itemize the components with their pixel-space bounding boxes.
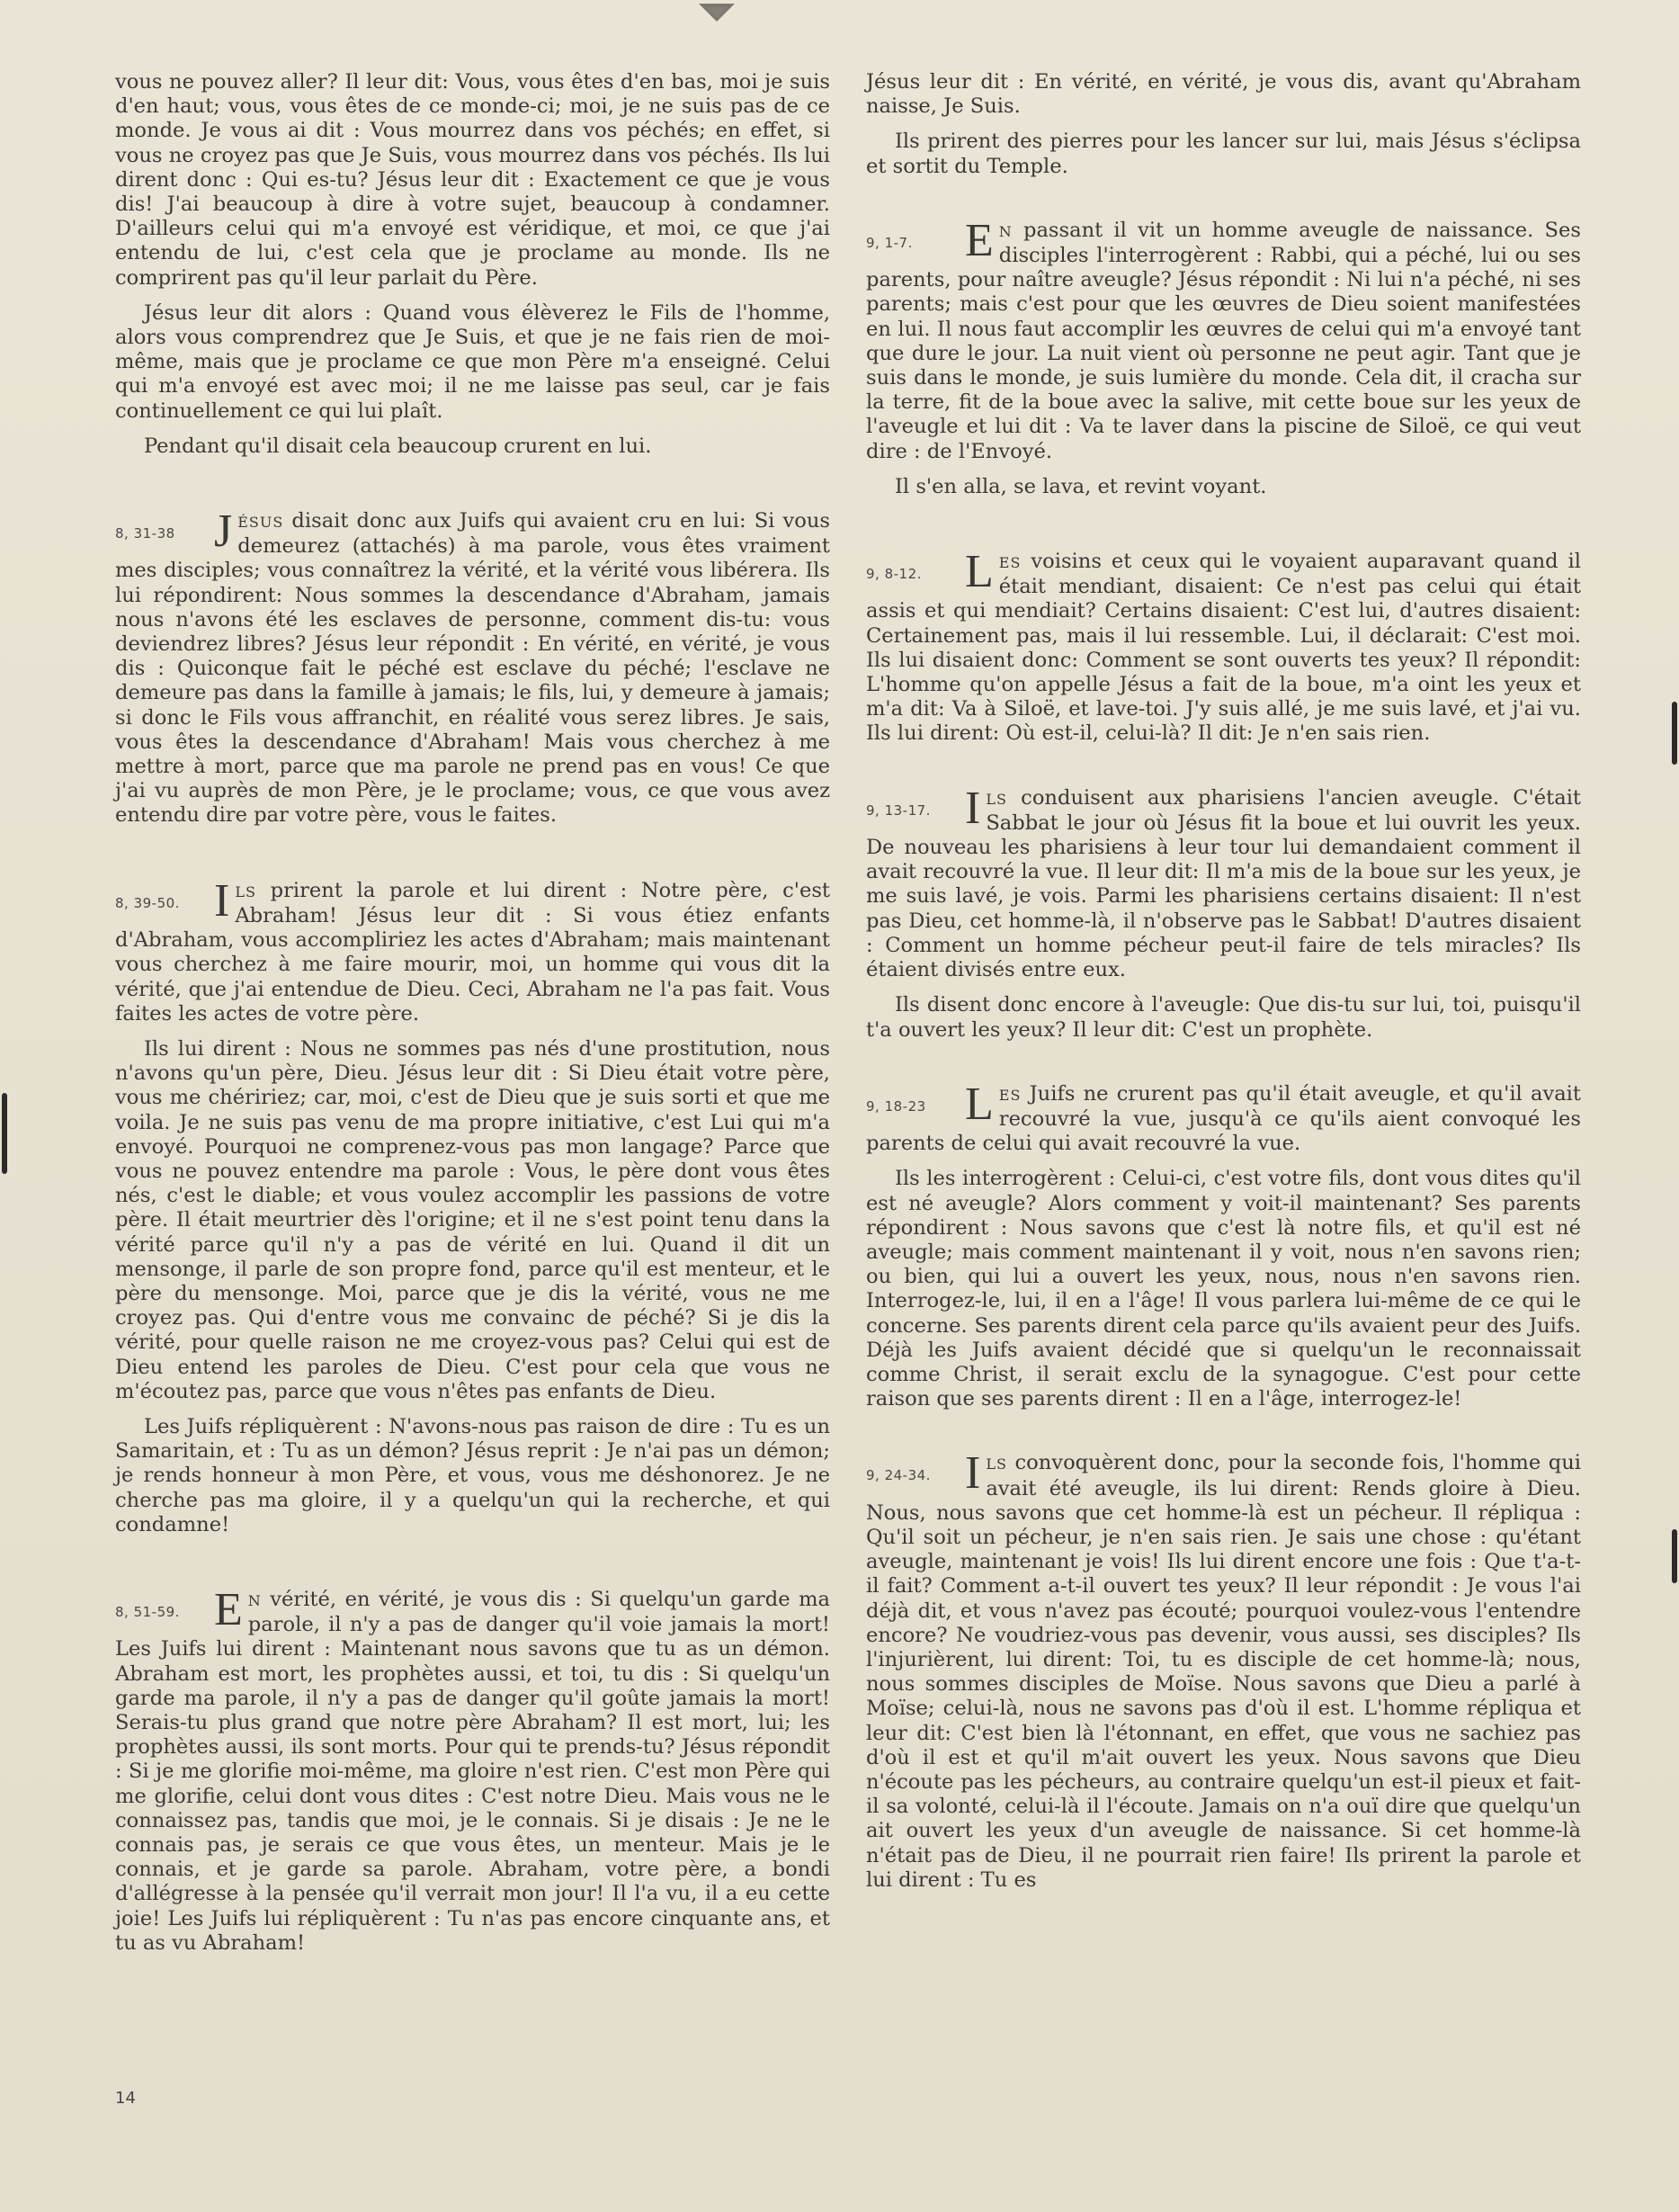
passage-section: 8, 51-59. E N vérité, en vérité, je vous dis : Si quelqu'un garde ma parole, il n'y a pas de danger qu'il voie jamais la mort! Les Juifs lui dirent : Maintenant nous savons que tu as un démon. Abraham est mort, les prophètes aussi, et toi, tu dis : Si quelqu'un garde ma parole, il n'y a pas de danger qu'il goûte jamais la mort! Serais-tu plus grand que notre père Abraham? Il est mort, lui; les prophètes aussi, ils sont morts. Pour qui te prends-tu? Jésus répondit : Si je me glorifie moi-même, ma gloire n'est rien. C'est mon Père qui me glorifie, celui dont vous dites : C'est notre Dieu. Mais vous ne le connaissez pas, tandis que moi, je le connais. Si je disais : Je ne le connais pas, je serais ce que vous êtes, un menteur. Mais je le connais, et je garde sa parole. Abraham, votre père, a bondi d'allégresse à la pensée qu'il verrait mon jour! Il l'a vu, il a eu cette joie! Les Juifs lui répliquèrent : Tu n'as pas encore cinquante ans, et tu as vu Abraham! [115, 1583, 830, 1955]
paragraph: Jésus leur dit : En vérité, en vérité, je vous dis, avant qu'Abraham naisse, Je Suis. [866, 70, 1581, 119]
paragraph-text: disait donc aux Juifs qui avaient cru en lui: Si vous demeurez (attachés) à ma parole, vous êtes vraiment mes disciples; vous connaîtrez la vérité, et la vérité vous libérera. Ils lui répondirent: Nous sommes la descendance d'Abraham, jamais nous n'avons été les esclaves de personne, comment dis-tu: vous deviendrez libres? Jésus leur répondit : En vérité, en vérité, je vous dis : Quiconque fait le péché est esclave du péché; l'esclave ne demeure pas dans la famille à jamais; le fils, lui, y demeure à jamais; si donc le Fils vous affranchit, en réalité vous serez libres. Je sais, vous êtes la descendance d'Abraham! Mais vous cherchez à me mettre à mort, parce que ma parole ne prend pas en vous! Ce que j'ai vu auprès de mon Père, je le proclame; vous, ce que vous avez entendu dire par votre père, vous le faites. [115, 509, 830, 828]
paragraph [115, 1583, 830, 1956]
lead-word: ES [998, 1086, 1022, 1104]
passage-section: 8, 39-50. I LS prirent la parole et lui dirent : Notre père, c'est Abraham! Jésus leur dit : Si vous étiez enfants d'Abraham, vous accompliriez les actes d'Abraham; mais maintenant vous cherchez à me faire mourir, moi, un homme qui vous dit la vérité, que j'ai entendue de Dieu. Ceci, Abraham ne l'a pas fait. Vous faites les actes de votre père. Ils lui dirent : Nous ne sommes pas nés d'une prostitution, nous n'avons qu'un père, Dieu. Jésus leur dit : Si Dieu était votre père, vous me chéririez; car, moi, c'est de Dieu que je suis sorti et que me voila. Je ne suis pas venu de ma propre initiative, c'est Lui qui m'a envoyé. Pourquoi ne comprenez-vous pas mon langage? Parce que vous ne pouvez entendre ma parole : Vous, le père dont vous êtes nés, c'est le diable; et vous voulez accomplir les passions de votre père. Il était meurtrier dès l'origine; et il ne s'est point tenu dans la vérité parce qu'il n'y a pas de vérité en lui. Quand il dit un mensonge, il parle de son propre fond, parce qu'il est menteur, et le père du mensonge. Moi, parce que je dis la vérité, vous ne me croyez pas. Qui d'entre vous me convainc de péché? Si je dis la vérité, pour quelle raison ne me croyez-vous pas? Celui qui est de Dieu entend les paroles de Dieu. C'est pour cela que vous ne m'écoutez pas, parce que vous n'êtes pas enfants de Dieu. Les Juifs répliquèrent : N'avons-nous pas raison de dire : Tu es un Samaritain, et : Tu as un démon? Jésus reprit : Je n'ai pas un démon; je rends honneur à mon Père, et vous, vous me déshonorez. Je ne cherche pas ma gloire, il y a quelqu'un qui la recherche, et qui condamne! [115, 874, 830, 1536]
paragraph [866, 1447, 1582, 1893]
paragraph-text: vérité, en vérité, je vous dis : Si quelqu'un garde ma parole, il n'y a pas de danger qu'il voie jamais la mort! Les Juifs lui dirent : Maintenant nous savons que tu as un démon. Abraham est mort, les prophètes aussi, et toi, tu dis : Si quelqu'un garde ma parole, il n'y a pas de danger qu'il goûte jamais la mort! Serais-tu plus grand que notre père Abraham? Il est mort, lui; les prophètes aussi, ils sont morts. Pour qui te prends-tu? Jésus répondit : Si je me glorifie moi-même, ma gloire n'est rien. C'est mon Père qui me glorifie, celui dont vous dites : C'est notre Dieu. Mais vous ne le connaissez pas, tandis que moi, je le connais. Si je disais : Je ne le connais pas, je serais ce que vous êtes, un menteur. Mais je le connais, et je garde sa parole. Abraham, votre père, a bondi d'allégresse à la pensée qu'il verrait mon jour! Il l'a vu, il a eu cette joie! Les Juifs lui répliquèrent : Tu n'as pas encore cinquante ans, et tu as vu Abraham! [115, 1587, 830, 1955]
paragraph-text: conduisent aux pharisiens l'ancien aveugle. C'était Sabbat le jour où Jésus fit la boue et lui ouvrit les yeux. De nouveau les pharisiens à leur tour lui demandaient comment il avait recouvré la vue. Il leur dit: Il m'a mis de la boue sur les yeux, je me suis lavé, je vois. Parmi les pharisiens certains disaient: Il n'est pas Dieu, cet homme-là, il n'observe pas le Sabbat! D'autres disaient : Comment un homme pécheur peut-il faire de tels miracles? Ils étaient divisés entre eux. [866, 785, 1581, 982]
paragraph-text: prirent la parole et lui dirent : Notre père, c'est Abraham! Jésus leur dit : Si vous étiez enfants d'Abraham, vous accompliriez les actes d'Abraham; mais maintenant vous cherchez à me faire mourir, moi, un homme qui vous dit la vérité, que j'ai entendue de Dieu. Ceci, Abraham ne l'a pas fait. Vous faites les actes de votre père. [115, 878, 830, 1025]
passage-section: 9, 1-7. E N passant il vit un homme aveugle de naissance. Ses disciples l'interrogèrent : Rabbi, qui a péché, lui ou ses parents, pour naître aveugle? Jésus répondit : Ni lui n'a péché, ni ses parents; mais c'est pour que les œuvres de Dieu soient manifestées en lui. Il nous faut accomplir les œuvres de celui qui m'a envoyé tant que dure le jour. La nuit vient où personne ne peut agir. Tant que je suis dans le monde, je suis lumière du monde. Cela dit, il cracha sur la terre, fit de la boue avec la salive, mit cette boue sur les yeux de l'aveugle et lui dit : Va te laver dans la piscine de Siloë, ce qui veut dire : de l'Envoyé. Il s'en alla, se lava, et revint voyant. [866, 214, 1582, 498]
right-column [866, 70, 1581, 1893]
paragraph-text: passant il vit un homme aveugle de naissance. Ses disciples l'interrogèrent : Rabbi, qui a péché, lui ou ses parents, pour naître aveugle? Jésus répondit : Ni lui n'a péché, ni ses parents; mais c'est pour que les œuvres de Dieu soient manifestées en lui. Il nous faut accomplir les œuvres de celui qui m'a envoyé tant que dure le jour. La nuit vient où personne ne peut agir. Tant que je suis dans le monde, je suis lumière du monde. Cela dit, il cracha sur la terre, fit de la boue avec la salive, mit cette boue sur les yeux de l'aveugle et lui dit : Va te laver dans la piscine de Siloë, ce qui veut dire : de l'Envoyé. [866, 218, 1582, 463]
passage-section: 8, 31-38 J ÉSUS disait donc aux Juifs qui avaient cru en lui: Si vous demeurez (attachés) à ma parole, vous êtes vraiment mes disciples; vous connaîtrez la vérité, et la vérité vous libérera. Ils lui répondirent: Nous sommes la descendance d'Abraham, jamais nous n'avons été les esclaves de personne, comment dis-tu: vous deviendrez libres? Jésus leur répondit : En vérité, en vérité, je vous dis : Quiconque fait le péché est esclave du péché; l'esclave ne demeure pas dans la famille à jamais; le fils, lui, y demeure à jamais; si donc le Fils vous affranchit, en réalité vous serez libres. Je sais, vous êtes la descendance d'Abraham! Mais vous cherchez à me mettre à mort, parce que ma parole ne prend pas en vous! Ce que j'ai vu auprès de mon Père, je le proclame; vous, ce que vous avez entendu dire par votre père, vous le faites. [115, 506, 830, 828]
lead-word: LS [986, 1455, 1007, 1473]
lead-word: N [247, 1591, 262, 1609]
binding-mark [2, 1093, 7, 1174]
right-continuation [866, 70, 1581, 179]
lead-word: LS [235, 882, 256, 900]
lead-word: ÉSUS [237, 514, 284, 532]
lead-word: N [998, 222, 1013, 240]
paragraph: Il s'en alla, se lava, et revint voyant. [895, 474, 1267, 498]
lead-word: LS [986, 790, 1007, 808]
lead-word: ES [998, 554, 1022, 572]
paragraph [115, 506, 830, 828]
passage-section: 9, 18-23 L ES Juifs ne crurent pas qu'il était aveugle, et qu'il avait recouvré la vue, jusqu'à ce qu'ils aient convoqué les parents de celui qui avait recouvré la vue. Ils les interrogèrent : Celui-ci, c'est votre fils, dont vous dites qu'il est né aveugle? Alors comment y voit-il maintenant? Ses parents répondirent : Nous savons que c'est là notre fils, et qu'il est né aveugle; mais comment maintenant il y voit, nous n'en savons rien; ou bien, qui lui a ouvert les yeux, nous, nous n'en savons rien. Interrogez-le, lui, il en a l'âge! Il vous parlera lui-même de ce qui le concerne. Ses parents dirent cela parce qu'ils avaient peur des Juifs. Déjà les Juifs avaient décidé que si quelqu'un le reconnaissait comme Christ, il serait exclu de la synagogue. C'est pour cette raison que ses parents dirent : Il en a l'âge, interrogez-le! [866, 1078, 1581, 1411]
drop-cap: I [965, 1447, 981, 1500]
passage-section: 9, 8-12. L ES voisins et ceux qui le voyaient auparavant quand il était mendiant, disaient: Ce n'est pas celui qui était assis et qui mendiait? Certains disaient: C'est lui, d'autres disaient: Certainement pas, mais il lui ressemble. Lui, il déclarait: C'est moi. Ils lui disaient donc: Comment se sont ouverts tes yeux? Il répondit: L'homme qu'on appelle Jésus a fait de la boue, m'a oint les yeux et m'a dit: Va à Siloë, et lave-toi. J'y suis allé, je me suis lavé, et j'ai vu. Ils lui dirent: Où est-il, celui-là? Il dit: Je n'en sais rien. [866, 546, 1581, 746]
left-column [115, 70, 830, 1956]
passage-section: 9, 13-17. I LS conduisent aux pharisiens l'ancien aveugle. C'était Sabbat le jour où Jésus fit la boue et lui ouvrit les yeux. De nouveau les pharisiens à leur tour lui demandaient comment il avait recouvré la vue. Il leur dit: Il m'a mis de la boue sur les yeux, je me suis lavé, je vois. Parmi les pharisiens certains disaient: Il n'est pas Dieu, cet homme-là, il n'observe pas le Sabbat! D'autres disaient : Comment un homme pécheur peut-il faire de tels miracles? Ils étaient divisés entre eux. Ils disent donc encore à l'aveugle: Que dis-tu sur lui, toi, puisqu'il t'a ouvert les yeux? Il leur dit: C'est un prophète. [866, 782, 1581, 1042]
paragraph: Ils les interrogèrent : Celui-ci, c'est votre fils, dont vous dites qu'il est né aveugle? Alors comment y voit-il maintenant? Ses parents répondirent : Nous savons que c'est là notre fils, et qu'il est né aveugle; mais comment maintenant il y voit, nous n'en savons rien; ou bien, qui lui a ouvert les yeux, nous, nous n'en savons rien. Interrogez-le, lui, il en a l'âge! Il vous parlera lui-même de ce qui le concerne. Ses parents dirent cela parce qu'ils avaient peur des Juifs. Déjà les Juifs avaient décidé que si quelqu'un le reconnaissait comme Christ, il serait exclu de la synagogue. C'est pour cette raison que ses parents dirent : Il en a l'âge, interrogez-le! [866, 1167, 1581, 1411]
drop-cap: I [214, 874, 230, 927]
drop-cap: E [214, 1583, 243, 1635]
paragraph: Ils prirent des pierres pour les lancer sur lui, mais Jésus s'éclipsa et sortit du Temple. [866, 130, 1581, 178]
paragraph: vous ne pouvez aller? Il leur dit: Vous, vous êtes d'en bas, moi je suis d'en haut; vous, vous êtes de ce monde-ci; moi, je ne suis pas de ce monde. Je vous ai dit : Vous mourrez dans vos péchés; en effet, si vous ne croyez pas que Je Suis, vous mourrez dans vos péchés. Ils lui dirent donc : Qui es-tu? Jésus leur dit : Exactement ce que je vous dis! J'ai beaucoup à dire à votre sujet, beaucoup à condamner. D'ailleurs celui qui m'a envoyé est véridique, et moi, ce que j'ai entendu de lui, c'est cela que je proclame au monde. Ils ne comprirent pas qu'il leur parlait du Père. [115, 70, 830, 290]
passage-section: 9, 24-34. I LS convoquèrent donc, pour la seconde fois, l'homme qui avait été aveugle, ils lui dirent: Rends gloire à Dieu. Nous, nous savons que cet homme-là est un pécheur. Il répliqua : Qu'il soit un pécheur, je n'en sais rien. Je sais une chose : qu'étant aveugle, maintenant je vois! Ils lui dirent encore une fois : Que t'a-t-il fait? Comment a-t-il ouvert tes yeux? Il leur répondit : Je vous l'ai déjà dit, et vous n'avez pas écouté; pourquoi voulez-vous l'entendre encore? Ne voudriez-vous pas devenir, vous aussi, ses disciples? Ils l'injurièrent, lui dirent: Toi, tu es disciple de cet homme-là; nous, nous sommes disciples de Moïse. Nous savons que Dieu a parlé à Moïse; celui-là, nous ne savons pas d'où il est. L'homme répliqua et leur dit: C'est bien là l'étonnant, en effet, que vous ne sachiez pas d'où il est et qu'il m'ait ouvert les yeux. Nous savons que Dieu n'écoute pas les pécheurs, au contraire quelqu'un est-il pieux et fait-il sa volonté, celui-là il l'écoute. Jamais on n'a ouï dire que quelqu'un ait ouvert les yeux d'un aveugle de naissance. Si cet homme-là n'était pas de Dieu, il ne pourrait rien faire! Ils prirent la parole et lui dirent : Tu es [866, 1447, 1582, 1892]
page-number: 14 [115, 2089, 136, 2108]
paragraph: Les Juifs répliquèrent : N'avons-nous pas raison de dire : Tu es un Samaritain, et : Tu as un démon? Jésus reprit : Je n'ai pas un démon; je rends honneur à mon Père, et vous, vous me déshonorez. Je ne cherche pas ma gloire, il y a quelqu'un qui la recherche, et qui condamne! [115, 1414, 830, 1536]
paragraph: Pendant qu'il disait cela beaucoup crurent en lui. [144, 434, 652, 458]
drop-cap: I [965, 782, 981, 834]
left-continuation [115, 70, 830, 459]
drop-cap: J [214, 506, 233, 558]
binding-mark [1672, 702, 1677, 765]
paragraph: Ils lui dirent : Nous ne sommes pas nés d'une prostitution, nous n'avons qu'un père, Dieu. Jésus leur dit : Si Dieu était votre père, vous me chéririez; car, moi, c'est de Dieu que je suis sorti et que me voila. Je ne suis pas venu de ma propre initiative, c'est Lui qui m'a envoyé. Pourquoi ne comprenez-vous pas mon langage? Parce que vous ne pouvez entendre ma parole : Vous, le père dont vous êtes nés, c'est le diable; et vous voulez accomplir les passions de votre père. Il était meurtrier dès l'origine; et il ne s'est point tenu dans la vérité parce qu'il n'y a pas de vérité en lui. Quand il dit un mensonge, il parle de son propre fond, parce qu'il est menteur, et le père du mensonge. Moi, parce que je dis la vérité, vous ne me croyez pas. Qui d'entre vous me convainc de péché? Si je dis la vérité, pour quelle raison ne me croyez-vous pas? Celui qui est de Dieu entend les paroles de Dieu. C'est pour cela que vous ne m'écoutez pas, parce que vous n'êtes pas enfants de Dieu. [115, 1036, 830, 1403]
paragraph-text: Juifs ne crurent pas qu'il était aveugle, et qu'il avait recouvré la vue, jusqu'à ce qu'ils aient convoqué les parents de celui qui avait recouvré la vue. [866, 1081, 1581, 1156]
paragraph-text: voisins et ceux qui le voyaient auparavant quand il était mendiant, disaient: Ce n'est pas celui qui était assis et qui mendiait? Certains disaient: C'est lui, d'autres disaient: Certainement pas, mais il lui ressemble. Lui, il déclarait: C'est moi. Ils lui disaient donc: Comment se sont ouverts tes yeux? Il répondit: L'homme qu'on appelle Jésus a fait de la boue, m'a oint les yeux et m'a dit: Va à Siloë, et lave-toi. J'y suis allé, je me suis lavé, et j'ai vu. Ils lui dirent: Où est-il, celui-là? Il dit: Je n'en sais rien. [866, 550, 1581, 746]
paragraph-text: convoquèrent donc, pour la seconde fois, l'homme qui avait été aveugle, ils lui dirent: Rends gloire à Dieu. Nous, nous savons que cet homme-là est un pécheur. Il répliqua : Qu'il soit un pécheur, je n'en sais rien. Je sais une chose : qu'étant aveugle, maintenant je vois! Ils lui dirent encore une fois : Que t'a-t-il fait? Comment a-t-il ouvert tes yeux? Il leur répondit : Je vous l'ai déjà dit, et vous n'avez pas écouté; pourquoi voulez-vous l'entendre encore? Ne voudriez-vous pas devenir, vous aussi, ses disciples? Ils l'injurièrent, lui dirent: Toi, tu es disciple de cet homme-là; nous, nous sommes disciples de Moïse. Nous savons que Dieu a parlé à Moïse; celui-là, nous ne savons pas d'où il est. L'homme répliqua et leur dit: C'est bien là l'étonnant, en effet, que vous ne sachiez pas d'où il est et qu'il m'ait ouvert les yeux. Nous savons que Dieu n'écoute pas les pécheurs, au contraire quelqu'un est-il pieux et fait-il sa volonté, celui-là il l'écoute. Jamais on n'a ouï dire que quelqu'un ait ouvert les yeux d'un aveugle de naissance. Si cet homme-là n'était pas de Dieu, il ne pourrait rien faire! Ils prirent la parole et lui dirent : Tu es [866, 1451, 1582, 1892]
drop-cap: L [965, 1078, 994, 1130]
drop-cap: L [965, 546, 994, 598]
paragraph: Ils disent donc encore à l'aveugle: Que dis-tu sur lui, toi, puisqu'il t'a ouvert les yeux? Il leur dit: C'est un prophète. [866, 993, 1581, 1042]
drop-cap: E [965, 214, 994, 266]
paragraph: Jésus leur dit alors : Quand vous élèverez le Fils de l'homme, alors vous comprendrez que Je Suis, et que je ne fais rien de moi-même, mais que je proclame ce que mon Père m'a enseigné. Celui qui m'a envoyé est avec moi; il ne me laisse pas seul, car je fais continuellement ce qui lui plaît. [115, 300, 830, 423]
notch-mark-icon [697, 0, 737, 25]
binding-mark [1672, 1529, 1677, 1583]
